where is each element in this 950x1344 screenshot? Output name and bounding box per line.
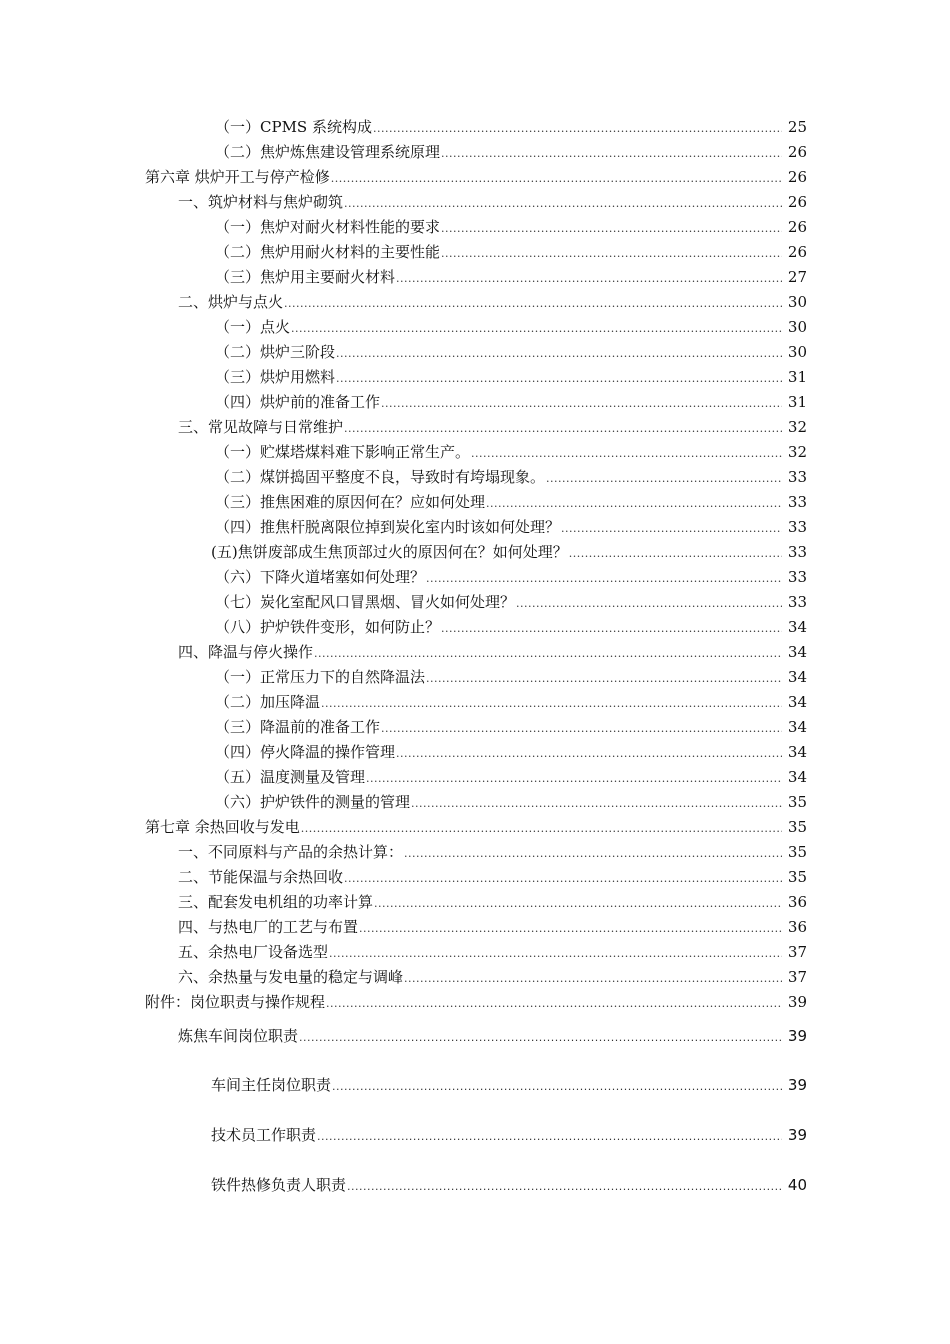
dot-leader [336, 344, 782, 364]
toc-entry-label: （二）焦炉用耐火材料的主要性能 [215, 243, 441, 261]
toc-page-number: 30 [787, 318, 807, 336]
dot-leader [486, 494, 782, 514]
toc-page-number: 33 [787, 568, 807, 586]
dot-leader [301, 819, 782, 839]
dot-leader [329, 944, 782, 964]
toc-page-number: 27 [787, 268, 807, 286]
toc-entry-label: 一、筑炉材料与焦炉砌筑 [178, 193, 344, 211]
toc-entry[interactable] [215, 492, 807, 514]
toc-page-number: 26 [787, 168, 807, 186]
toc-page-number: 34 [787, 693, 807, 711]
dot-leader [441, 244, 782, 264]
dot-leader [314, 644, 782, 664]
dot-leader [426, 669, 782, 689]
toc-entry[interactable] [215, 767, 807, 789]
toc-entry[interactable] [211, 1175, 807, 1197]
toc-page-number: 37 [787, 968, 807, 986]
toc-entry[interactable] [215, 267, 807, 289]
toc-entry[interactable] [215, 367, 807, 389]
dot-leader [561, 519, 782, 539]
toc-entry-label: 炼焦车间岗位职责 [178, 1027, 299, 1045]
toc-page-number: 35 [787, 793, 807, 811]
toc-page-number: 39 [787, 993, 807, 1011]
toc-entry-label: 四、降温与停火操作 [178, 643, 314, 661]
toc-entry[interactable] [145, 167, 807, 189]
dot-leader [516, 594, 782, 614]
toc-entry-label: 铁件热修负责人职责 [211, 1176, 347, 1194]
toc-page-number: 36 [787, 918, 807, 936]
toc-page-number: 34 [787, 743, 807, 761]
toc-entry-label: （一）焦炉对耐火材料性能的要求 [215, 218, 441, 236]
toc-page-number: 37 [787, 943, 807, 961]
toc-entry-label: 第六章 烘炉开工与停产检修 [145, 168, 330, 186]
toc-entry[interactable] [215, 317, 807, 339]
toc-entry-label: （三）推焦困难的原因何在？应如何处理 [215, 493, 486, 511]
toc-page-number: 34 [787, 643, 807, 661]
toc-entry-label: 三、配套发电机组的功率计算 [178, 893, 374, 911]
toc-entry-label: （一）点火 [215, 318, 291, 336]
toc-entry[interactable] [178, 417, 807, 439]
dot-leader [569, 544, 782, 564]
toc-entry-label: （六）下降火道堵塞如何处理？ [215, 568, 426, 586]
toc-entry-label: （二）烘炉三阶段 [215, 343, 336, 361]
toc-page-number: 30 [787, 343, 807, 361]
toc-entry-label: （二）煤饼捣固平整度不良，导致时有垮塌现象。 [215, 468, 546, 486]
toc-entry[interactable] [215, 567, 807, 589]
toc-entry-label: （四）推焦杆脱离限位掉到炭化室内时该如何处理？ [215, 518, 561, 536]
toc-entry-label: 二、烘炉与点火 [178, 293, 284, 311]
toc-entry[interactable] [178, 867, 807, 889]
toc-page-number: 34 [787, 718, 807, 736]
toc-entry[interactable] [145, 817, 807, 839]
toc-entry-label: 四、与热电厂的工艺与布置 [178, 918, 359, 936]
toc-page-number: 32 [787, 443, 807, 461]
toc-entry-label: (五)焦饼废部成生焦顶部过火的原因何在？如何处理？ [211, 543, 568, 561]
toc-entry-label: （七）炭化室配风口冒黑烟、冒火如何处理？ [215, 593, 516, 611]
toc-page-number: 26 [787, 193, 807, 211]
toc-entry-label: （四）停火降温的操作管理 [215, 743, 396, 761]
dot-leader [332, 1077, 782, 1097]
dot-leader [344, 869, 782, 889]
toc-entry-label: （六）护炉铁件的测量的管理 [215, 793, 411, 811]
dot-leader [381, 394, 782, 414]
toc-page-number: 34 [787, 668, 807, 686]
toc-entry[interactable] [178, 842, 807, 864]
toc-entry[interactable] [178, 642, 807, 664]
toc-page-number: 26 [787, 243, 807, 261]
toc-page-number: 26 [787, 143, 807, 161]
toc-entry[interactable] [211, 1075, 807, 1097]
dot-leader [411, 794, 782, 814]
dot-leader [291, 319, 782, 339]
dot-leader [404, 844, 782, 864]
dot-leader [441, 144, 782, 164]
toc-page-number: 30 [787, 293, 807, 311]
toc-page-number: 34 [787, 768, 807, 786]
toc-entry-label: （一）正常压力下的自然降温法 [215, 668, 426, 686]
dot-leader [373, 119, 782, 139]
toc-entry[interactable] [211, 1125, 807, 1147]
toc-entry-label: （一）CPMS 系统构成 [215, 118, 372, 136]
toc-entry[interactable] [211, 542, 807, 564]
dot-leader [366, 769, 782, 789]
dot-leader [321, 694, 782, 714]
dot-leader [381, 719, 782, 739]
toc-page-number: 39 [787, 1076, 807, 1094]
toc-entry-label: 技术员工作职责 [211, 1126, 317, 1144]
toc-entry[interactable] [215, 392, 807, 414]
toc-entry[interactable] [215, 217, 807, 239]
toc-entry-label: （四）烘炉前的准备工作 [215, 393, 381, 411]
toc-entry-label: （二）焦炉炼焦建设管理系统原理 [215, 143, 441, 161]
toc-entry[interactable] [215, 592, 807, 614]
toc-page-number: 33 [787, 543, 807, 561]
toc-entry-label: 一、不同原料与产品的余热计算： [178, 843, 404, 861]
dot-leader [471, 444, 782, 464]
toc-page-number: 33 [787, 518, 807, 536]
toc-entry[interactable] [215, 742, 807, 764]
dot-leader [284, 294, 782, 314]
dot-leader [396, 744, 782, 764]
toc-page-number: 39 [787, 1126, 807, 1144]
toc-entry-label: （三）焦炉用主要耐火材料 [215, 268, 396, 286]
toc-entry[interactable] [215, 692, 807, 714]
toc-entry-label: 车间主任岗位职责 [211, 1076, 332, 1094]
toc-entry[interactable] [178, 1026, 807, 1048]
toc-entry[interactable] [145, 992, 807, 1014]
dot-leader [396, 269, 782, 289]
toc-page-number: 32 [787, 418, 807, 436]
toc-page-number: 35 [787, 818, 807, 836]
dot-leader [359, 919, 782, 939]
toc-page-number: 35 [787, 843, 807, 861]
toc-page-number: 34 [787, 618, 807, 636]
dot-leader [344, 194, 782, 214]
toc-page-number: 33 [787, 493, 807, 511]
toc-page-number: 33 [787, 468, 807, 486]
toc-entry-label: 附件：岗位职责与操作规程 [145, 993, 326, 1011]
dot-leader [336, 369, 782, 389]
toc-entry[interactable] [215, 667, 807, 689]
dot-leader [441, 619, 782, 639]
toc-entry-label: 二、节能保温与余热回收 [178, 868, 344, 886]
dot-leader [404, 969, 782, 989]
toc-entry[interactable] [215, 342, 807, 364]
toc-entry-label: （三）烘炉用燃料 [215, 368, 336, 386]
toc-entry-label: （二）加压降温 [215, 693, 321, 711]
dot-leader [331, 169, 782, 189]
toc-entry[interactable] [178, 967, 807, 989]
toc-entry[interactable] [215, 792, 807, 814]
toc-page-number: 26 [787, 218, 807, 236]
dot-leader [347, 1177, 782, 1197]
toc-entry[interactable] [178, 917, 807, 939]
toc-entry[interactable] [215, 617, 807, 639]
toc-page-number: 31 [787, 393, 807, 411]
toc-entry[interactable] [215, 442, 807, 464]
toc-page-number: 39 [787, 1027, 807, 1045]
dot-leader [426, 569, 782, 589]
toc-entry[interactable] [215, 242, 807, 264]
toc-entry[interactable] [215, 142, 807, 164]
dot-leader [374, 894, 782, 914]
toc-page-number: 40 [787, 1176, 807, 1194]
toc-entry[interactable] [178, 192, 807, 214]
toc-entry-label: （三）降温前的准备工作 [215, 718, 381, 736]
toc-entry[interactable] [178, 292, 807, 314]
dot-leader [326, 994, 782, 1014]
toc-page-number: 33 [787, 593, 807, 611]
toc-entry-label: （八）护炉铁件变形，如何防止？ [215, 618, 441, 636]
toc-page-number: 35 [787, 868, 807, 886]
toc-entry[interactable] [178, 892, 807, 914]
toc-entry-label: 六、余热量与发电量的稳定与调峰 [178, 968, 404, 986]
toc-page-number: 36 [787, 893, 807, 911]
dot-leader [441, 219, 782, 239]
toc-entry-label: （一）贮煤塔煤料难下影响正常生产。 [215, 443, 471, 461]
toc-page-number: 25 [787, 118, 807, 136]
toc-entry-label: 五、余热电厂设备选型 [178, 943, 329, 961]
toc-entry-label: （五）温度测量及管理 [215, 768, 366, 786]
toc-entry[interactable] [215, 117, 807, 139]
dot-leader [299, 1028, 782, 1048]
dot-leader [344, 419, 782, 439]
toc-entry-label: 三、常见故障与日常维护 [178, 418, 344, 436]
toc-page-number: 31 [787, 368, 807, 386]
dot-leader [546, 469, 782, 489]
toc-entry[interactable] [215, 717, 807, 739]
dot-leader [317, 1127, 782, 1147]
toc-entry-label: 第七章 余热回收与发电 [145, 818, 300, 836]
toc-entry[interactable] [215, 467, 807, 489]
toc-entry[interactable] [178, 942, 807, 964]
toc-entry[interactable] [215, 517, 807, 539]
